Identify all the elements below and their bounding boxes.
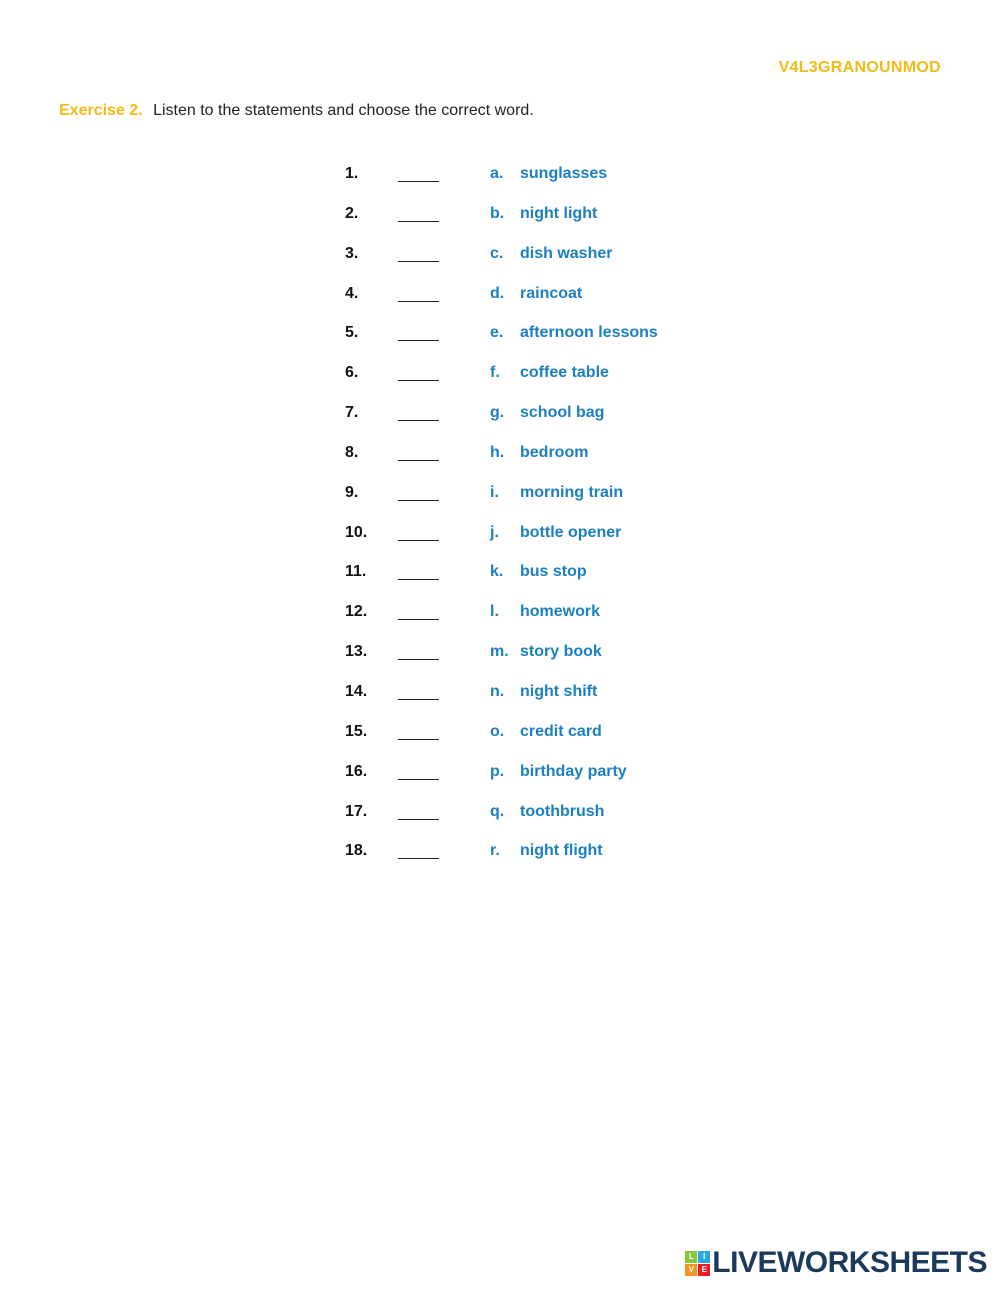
matching-row (345, 561, 745, 601)
answer-blank[interactable] (398, 380, 439, 381)
item-number: 15. (345, 722, 368, 740)
option-word: night flight (520, 842, 603, 860)
option-letter: a. (490, 165, 504, 182)
option-word: raincoat (520, 284, 583, 302)
option-letter: o. (490, 722, 505, 740)
answer-blank[interactable] (398, 221, 439, 222)
option-word: credit card (520, 722, 602, 740)
badge-letter: E (698, 1264, 710, 1276)
option-word: morning train (520, 483, 624, 501)
option-letter: m. (490, 643, 509, 661)
matching-row (345, 203, 745, 243)
badge-letter: L (685, 1251, 697, 1263)
item-number: 7. (345, 404, 359, 422)
item-number: 5. (345, 324, 359, 342)
answer-blank[interactable] (398, 261, 439, 262)
item-number: 14. (345, 682, 368, 700)
option-letter: k. (490, 563, 504, 581)
option-letter: n. (490, 682, 505, 700)
item-number: 4. (345, 284, 359, 302)
option-letter: r. (490, 842, 500, 860)
item-number: 17. (345, 802, 368, 820)
matching-row (345, 322, 745, 362)
item-number: 18. (345, 842, 368, 860)
option-letter: j. (490, 523, 499, 541)
option-letter: q. (490, 802, 505, 820)
item-number: 8. (345, 443, 359, 461)
matching-row (345, 681, 745, 721)
item-number: 1. (345, 165, 359, 182)
option-letter: b. (490, 204, 505, 222)
item-number: 16. (345, 762, 368, 780)
matching-list (345, 163, 745, 880)
matching-row (345, 482, 745, 522)
option-word: night shift (520, 682, 598, 700)
answer-blank[interactable] (398, 301, 439, 302)
option-word: afternoon lessons (520, 324, 658, 342)
item-number: 2. (345, 204, 359, 222)
option-word: story book (520, 643, 602, 661)
item-number: 10. (345, 523, 368, 541)
option-letter: h. (490, 443, 505, 461)
item-number: 6. (345, 364, 359, 382)
exercise-instruction-text: Listen to the statements and choose the correct word. (153, 102, 534, 119)
matching-row (345, 283, 745, 323)
option-letter: i. (490, 483, 499, 501)
option-letter: f. (490, 364, 500, 382)
answer-blank[interactable] (398, 779, 439, 780)
option-letter: l. (490, 603, 499, 621)
matching-row (345, 721, 745, 761)
logo-text: LIVEWORKSHEETS (712, 1246, 987, 1279)
option-word: homework (520, 603, 601, 621)
answer-blank[interactable] (398, 819, 439, 820)
answer-blank[interactable] (398, 858, 439, 859)
answer-blank[interactable] (398, 181, 439, 182)
option-word: bedroom (520, 443, 589, 461)
logo-badge-icon (685, 1251, 710, 1276)
answer-blank[interactable] (398, 739, 439, 740)
answer-blank[interactable] (398, 340, 439, 341)
option-letter: c. (490, 244, 504, 262)
matching-row (345, 243, 745, 283)
answer-blank[interactable] (398, 540, 439, 541)
matching-row (345, 362, 745, 402)
exercise-instruction (59, 102, 534, 120)
matching-row (345, 641, 745, 681)
item-number: 12. (345, 603, 368, 621)
matching-row (345, 801, 745, 841)
answer-blank[interactable] (398, 579, 439, 580)
item-number: 13. (345, 643, 368, 661)
answer-blank[interactable] (398, 500, 439, 501)
liveworksheets-logo (685, 1246, 987, 1280)
option-letter: e. (490, 324, 504, 342)
matching-row (345, 402, 745, 442)
option-word: school bag (520, 404, 605, 422)
option-letter: g. (490, 404, 505, 422)
matching-row (345, 442, 745, 482)
option-word: toothbrush (520, 802, 605, 820)
answer-blank[interactable] (398, 619, 439, 620)
worksheet-code: V4L3GRANOUNMOD (778, 59, 941, 76)
option-word: dish washer (520, 244, 613, 262)
matching-row (345, 761, 745, 801)
option-word: birthday party (520, 762, 627, 780)
matching-row (345, 522, 745, 562)
option-letter: d. (490, 284, 505, 302)
option-word: bottle opener (520, 523, 622, 541)
matching-row (345, 840, 745, 880)
matching-row (345, 163, 745, 203)
matching-row (345, 601, 745, 641)
answer-blank[interactable] (398, 659, 439, 660)
badge-letter: V (685, 1264, 697, 1276)
answer-blank[interactable] (398, 420, 439, 421)
badge-letter: I (698, 1251, 710, 1263)
exercise-label: Exercise 2. (59, 102, 143, 119)
answer-blank[interactable] (398, 460, 439, 461)
item-number: 3. (345, 244, 359, 262)
option-word: bus stop (520, 563, 587, 581)
option-word: coffee table (520, 364, 609, 382)
option-word: sunglasses (520, 165, 608, 182)
option-letter: p. (490, 762, 505, 780)
item-number: 11. (345, 563, 367, 581)
item-number: 9. (345, 483, 359, 501)
answer-blank[interactable] (398, 699, 439, 700)
option-word: night light (520, 204, 598, 222)
